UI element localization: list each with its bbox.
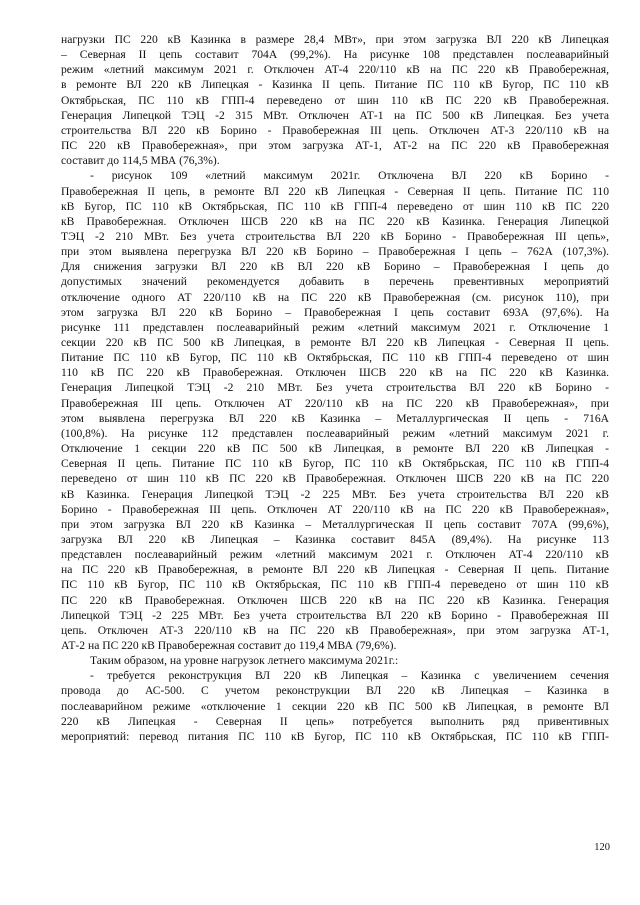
text-line: секции 220 кВ ПС 500 кВ Липецкая, в ремонте ВЛ 220 кВ Липецкая - Северная II цепь.	[61, 336, 609, 349]
text-line: Таким образом, на уровне нагрузок летнего максимума 2021г.:	[90, 654, 399, 668]
text-line: ПС 220 кВ Правобережная», при этом загрузка АТ-1, АТ-2 на ПС 220 кВ Правобережная	[61, 139, 609, 153]
text-line: (100,8%). На рисунке 112 представлен послеаварийный режим «летний максимум 2021 г.	[61, 426, 609, 440]
text-line: АТ-2 на ПС 220 кВ Правобережная составит до 119,4 МВА (79,6%).	[61, 639, 397, 652]
text-line: Борино - Правобережная III цепь. Отключен АТ 220/110 кВ на ПС 220 кВ Правобережная»,	[61, 502, 609, 516]
text-line: этом загрузка ВЛ 220 кВ Борино – Правобережная I цепь составит 693А (97,6%). На	[61, 305, 609, 319]
text-line: - рисунок 109 «летний максимум 2021г. Отключена ВЛ 220 кВ Борино -	[90, 169, 609, 183]
text-line: Октябрьская, ПС 110 кВ ГПП-4 переведено от шин 110 кВ ПС 220 кВ Правобережная.	[61, 93, 609, 107]
text-line: ПС 110 кВ Бугор, ПС 110 кВ Октябрьская, ПС 110 кВ ГПП-4 переведено от шин 110 кВ	[61, 578, 609, 592]
text-line: кВ Казинка. Генерация Липецкой ТЭЦ -2 225 МВт. Без учета строительства ВЛ 220 кВ	[61, 487, 609, 501]
text-line: 110 кВ ПС 220 кВ Правобережная. Отключен ШСВ 220 кВ на ПС 220 кВ Казинка.	[61, 366, 609, 380]
text-line: Правобережная III цепь. Отключен АТ 220/110 кВ на ПС 220 кВ Правобережная», при	[61, 396, 609, 410]
text-line: Правобережная II цепь, в ремонте ВЛ 220 кВ Липецкая - Северная II цепь. Питание ПС 110	[61, 184, 609, 198]
text-line: составит до 114,5 МВА (76,3%).	[61, 154, 220, 168]
text-line: Генерация Липецкой ТЭЦ -2 210 МВт. Без учета строительства ВЛ 220 кВ Борино -	[61, 381, 609, 395]
text-line: мероприятий: перевод питания ПС 110 кВ Бугор, ПС 110 кВ Октябрьская, ПС 110 кВ ГПП-	[61, 729, 609, 743]
text-line: Отключение 1 секции 220 кВ ПС 500 кВ Липецкая, в ремонте ВЛ 220 кВ Липецкая -	[61, 442, 609, 456]
text-line: послеаварийном режиме «отключение 1 секции 220 кВ ПС 500 кВ Липецкая, в ремонте ВЛ	[61, 699, 609, 713]
text-line: ПС 220 кВ Правобережная. Отключен ШСВ 220 кВ на ПС 220 кВ Казинка. Генерация	[61, 593, 609, 607]
text-line: представлен послеаварийный режим «летний максимум 2021 г. Отключен АТ-4 220/110 кВ	[61, 548, 609, 562]
text-line: отключение одного АТ 220/110 кВ на ПС 220 кВ Правобережная (см. рисунок 110), при	[61, 290, 609, 304]
text-line: ТЭЦ -2 210 МВт. Без учета строительства ВЛ 220 кВ Борино - Правобережная III цепь»,	[61, 229, 609, 243]
text-line: в ремонте ВЛ 220 кВ Липецкая - Казинка II цепь. Питание ПС 110 кВ Бугор, ПС 110 кВ	[61, 78, 609, 92]
text-line: - требуется реконструкция ВЛ 220 кВ Липецкая – Казинка с увеличением сечения	[90, 669, 609, 683]
text-line: строительства ВЛ 220 кВ Борино - Правобережная III цепь. Отключен АТ-3 220/110 кВ на	[61, 123, 609, 137]
text-line: загрузка ВЛ 220 кВ Липецкая – Казинка составит 845А (89,4%). На рисунке 113	[61, 532, 609, 546]
text-line: на ПС 220 кВ Правобережная, в ремонте ВЛ 220 кВ Липецкая - Северная II цепь. Питание	[61, 563, 609, 577]
text-line: нагрузки ПС 220 кВ Казинка в размере 28,4 МВт», при этом загрузка ВЛ 220 кВ Липецкая	[61, 33, 609, 46]
text-line: этом выявлена перегрузка ВЛ 220 кВ Казинка – Металлургическая II цепь - 716А	[61, 411, 609, 425]
text-line: Для снижения загрузки ВЛ 220 кВ ВЛ 220 кВ Борино – Правобережная I цепь до	[61, 260, 609, 274]
text-line: Липецкой ТЭЦ -2 225 МВт. Без учета строительства ВЛ 220 кВ Борино - Правобережная III	[61, 608, 609, 622]
text-line: – Северная II цепь составит 704А (99,2%). На рисунке 108 представлен послеаварийный	[61, 48, 609, 62]
text-line: при этом загрузка ВЛ 220 кВ Казинка – Металлургическая II цепь составит 707А (99,6%),	[61, 517, 609, 531]
text-line: 220 кВ Липецкая - Северная II цепь» потребуется выполнить ряд привентивных	[61, 714, 609, 728]
text-line: кВ Правобережная. Отключен ШСВ 220 кВ на ПС 220 кВ Казинка. Генерация Липецкой	[61, 214, 609, 228]
text-line: рисунке 111 представлен послеаварийный режим «летний максимум 2021 г. Отключение 1	[61, 320, 609, 334]
page-number: 120	[594, 842, 610, 853]
text-line: провода до АС-500. С учетом реконструкции ВЛ 220 кВ Липецкая – Казинка в	[61, 684, 609, 698]
text-line: допустимых значений рекомендуется добавить в перечень превентивных мероприятий	[61, 275, 609, 289]
text-line: цепь. Отключен АТ-3 220/110 кВ на ПС 220 кВ Правобережная», при этом загрузка АТ-1,	[61, 623, 609, 637]
text-line: режим «летний максимум 2021 г. Отключен АТ-4 220/110 кВ на ПС 220 кВ Правобережная,	[61, 63, 609, 77]
text-line: кВ Бугор, ПС 110 кВ Октябрьская, ПС 110 кВ ГПП-4 переведено от шин 110 кВ ПС 220	[61, 199, 609, 213]
text-line: Питание ПС 110 кВ Бугор, ПС 110 кВ Октябрьская, ПС 110 кВ ГПП-4 переведено от шин	[61, 351, 609, 365]
text-line: при этом выявлена перегрузка ВЛ 220 кВ Борино – Правобережная I цепь – 762А (107,3%).	[61, 245, 609, 259]
text-line: Генерация Липецкой ТЭЦ -2 315 МВт. Отключен АТ-1 на ПС 500 кВ Липецкая. Без учета	[61, 108, 609, 122]
text-line: переведено от шин 110 кВ ПС 220 кВ Правобережная. Отключен ШСВ 220 кВ на ПС 220	[61, 472, 609, 486]
text-line: Северная II цепь. Питание ПС 110 кВ Бугор, ПС 110 кВ Октябрьская, ПС 110 кВ ГПП-4	[61, 457, 609, 471]
